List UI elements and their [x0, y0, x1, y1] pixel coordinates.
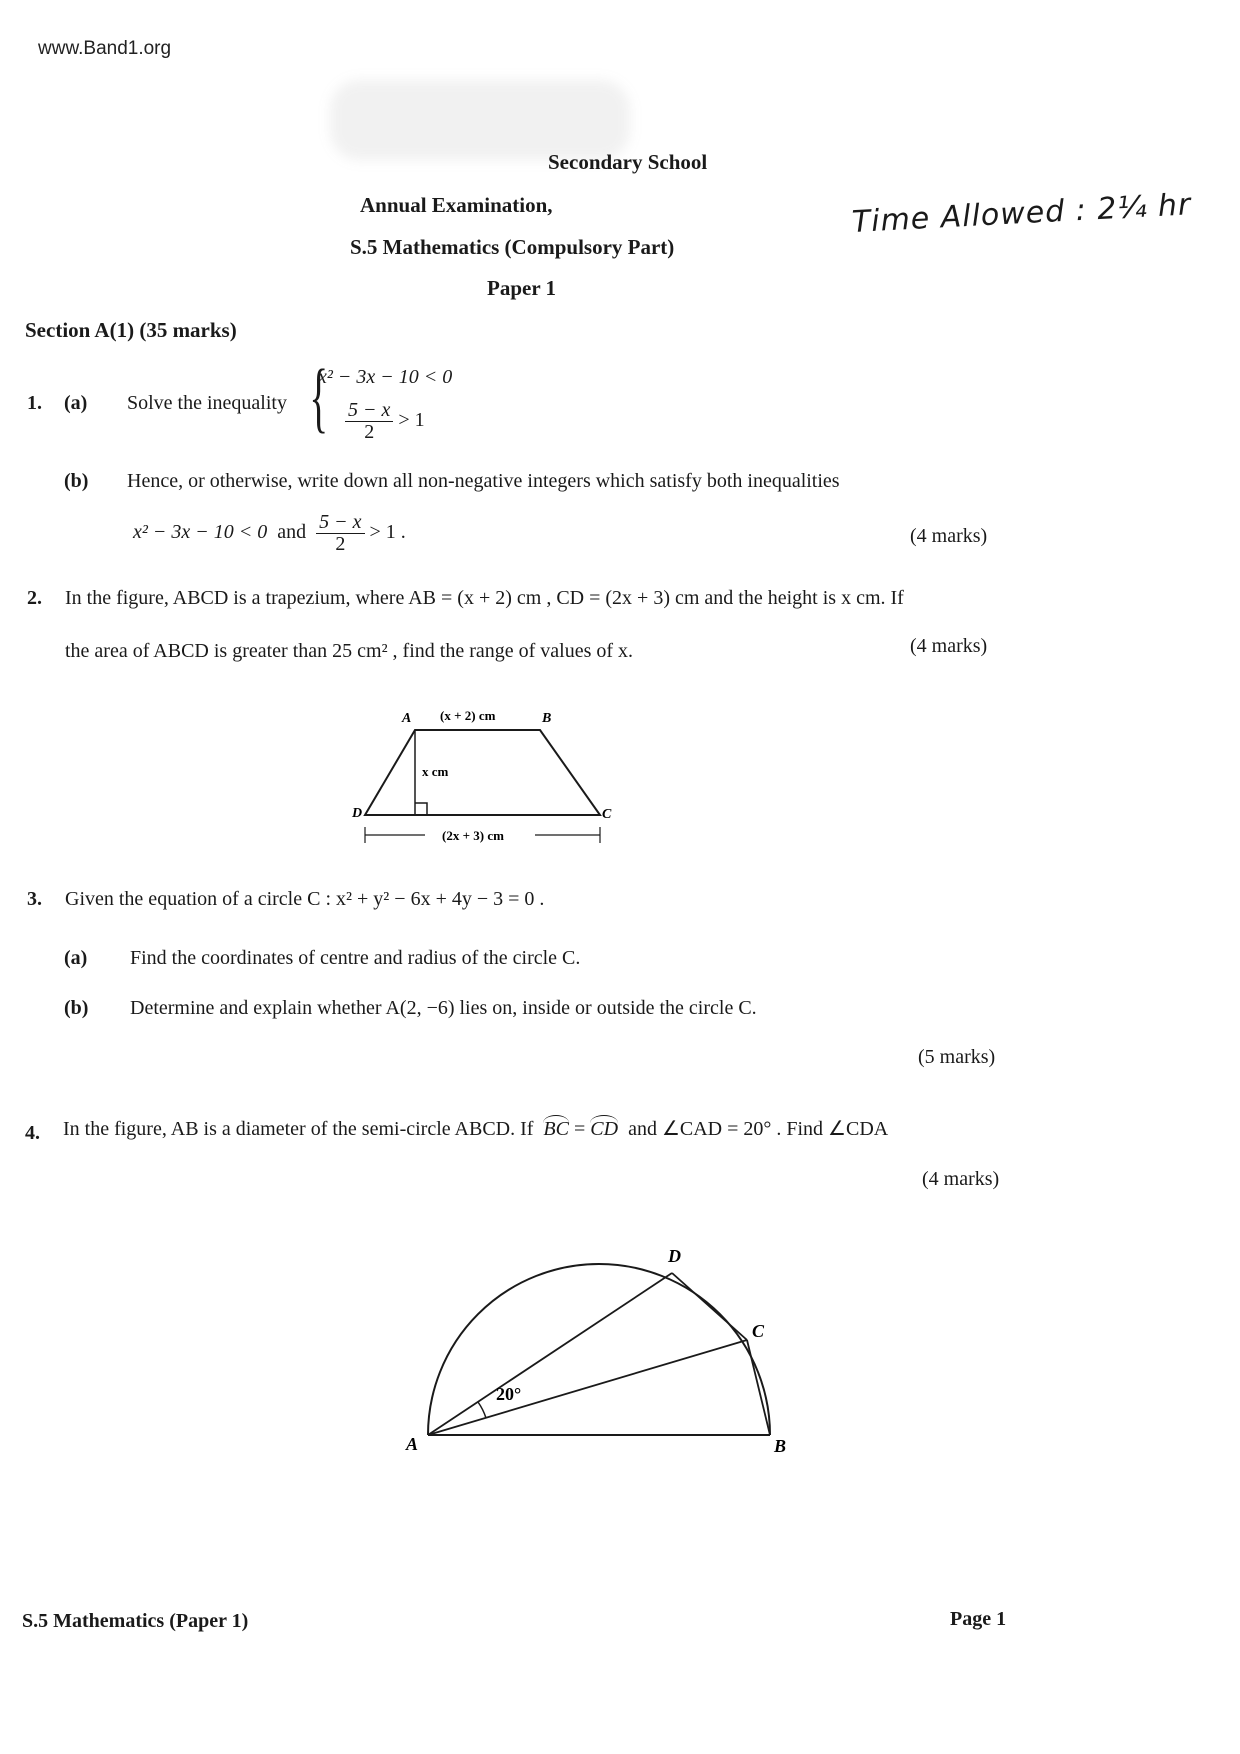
point-A: A — [406, 1434, 419, 1454]
section-heading: Section A(1) (35 marks) — [25, 318, 237, 342]
exam-title: Annual Examination, — [360, 193, 553, 217]
vertex-A: A — [402, 711, 412, 726]
subject-title: S.5 Mathematics (Compulsory Part) — [350, 235, 675, 259]
q1a-gt: > 1 — [398, 409, 425, 432]
arc-bc: BC — [543, 1115, 569, 1141]
q1-number: 1. — [27, 392, 42, 414]
q1b-fraction-denominator: 2 — [335, 533, 346, 555]
point-B: B — [774, 1436, 787, 1456]
angle-label: 20° — [496, 1384, 522, 1404]
q1a-fraction-numerator: 5 − x — [345, 400, 393, 422]
school-name: Secondary School — [548, 150, 708, 174]
q2-line-1: In the figure, ABCD is a trapezium, where AB = (x + 2) cm , CD = (2x + 3) cm and the height is x cm. If — [65, 587, 904, 609]
q1b-fraction-numerator: 5 − x — [316, 512, 364, 534]
q1a-inequality-2 — [345, 400, 425, 443]
point-D: D — [668, 1246, 681, 1266]
vertex-D: D — [352, 806, 363, 821]
q1b-inequalities — [133, 512, 406, 555]
q4-text — [63, 1115, 888, 1141]
q3a-label: (a) — [64, 947, 88, 969]
semicircle-figure — [400, 1230, 820, 1460]
q1b-and: and — [277, 521, 307, 544]
chord-DC — [672, 1273, 747, 1340]
chord-AD — [428, 1273, 672, 1435]
q3-marks: (5 marks) — [918, 1046, 996, 1068]
q3b-label: (b) — [64, 997, 89, 1019]
arc-cd: CD — [590, 1115, 618, 1141]
q1b-inequality-1: x² − 3x − 10 < 0 — [133, 521, 268, 544]
q3a-text: Find the coordinates of centre and radius of the circle C. — [130, 947, 581, 969]
q1a-text: Solve the inequality — [127, 392, 287, 414]
point-C: C — [752, 1321, 765, 1341]
arc-equals: = — [573, 1118, 586, 1140]
q1-marks: (4 marks) — [910, 525, 988, 547]
vertex-B: B — [542, 711, 552, 726]
trapezium-figure — [330, 700, 630, 860]
q3b-text: Determine and explain whether A(2, −6) lies on, inside or outside the circle C. — [130, 997, 757, 1019]
q1a-label: (a) — [64, 392, 88, 414]
q4-text-pre: In the figure, AB is a diameter of the semi-circle ABCD. If — [63, 1118, 534, 1140]
angle-arc — [478, 1402, 486, 1418]
q4-text-post: and ∠CAD = 20° . Find ∠CDA — [628, 1118, 889, 1140]
q2-marks: (4 marks) — [910, 635, 988, 657]
top-side-label: (x + 2) cm — [440, 708, 496, 723]
footer-page-number: Page 1 — [950, 1608, 1007, 1630]
q4-marks: (4 marks) — [922, 1168, 1000, 1190]
right-angle-mark — [415, 803, 427, 815]
time-allowed-handwritten: Time Allowed : 2¼ hr — [851, 187, 1193, 240]
semicircle-arc — [428, 1264, 770, 1435]
q1a-fraction-denominator: 2 — [364, 421, 375, 443]
chord-AC — [428, 1340, 747, 1435]
q1b-gt: > 1 . — [369, 521, 406, 544]
footer-left: S.5 Mathematics (Paper 1) — [22, 1610, 249, 1632]
q3-text: Given the equation of a circle C : x² + y² − 6x + 4y − 3 = 0 . — [65, 888, 545, 910]
q2-line-2: the area of ABCD is greater than 25 cm² , find the range of values of x. — [65, 640, 634, 662]
chord-CB — [747, 1340, 770, 1435]
system-brace: { — [309, 353, 329, 440]
q1b-label: (b) — [64, 470, 89, 492]
trapezium-shape — [365, 730, 600, 815]
paper-title: Paper 1 — [487, 276, 557, 300]
q1a-inequality-1: x² − 3x − 10 < 0 — [318, 366, 453, 388]
q2-number: 2. — [27, 587, 42, 609]
q3-number: 3. — [27, 888, 42, 910]
vertex-C: C — [602, 807, 612, 822]
q1b-text: Hence, or otherwise, write down all non-negative integers which satisfy both inequalities — [127, 470, 840, 492]
bottom-side-label: (2x + 3) cm — [442, 828, 504, 843]
website-url: www.Band1.org — [38, 38, 172, 59]
height-label: x cm — [422, 764, 449, 779]
q4-number: 4. — [25, 1122, 40, 1144]
